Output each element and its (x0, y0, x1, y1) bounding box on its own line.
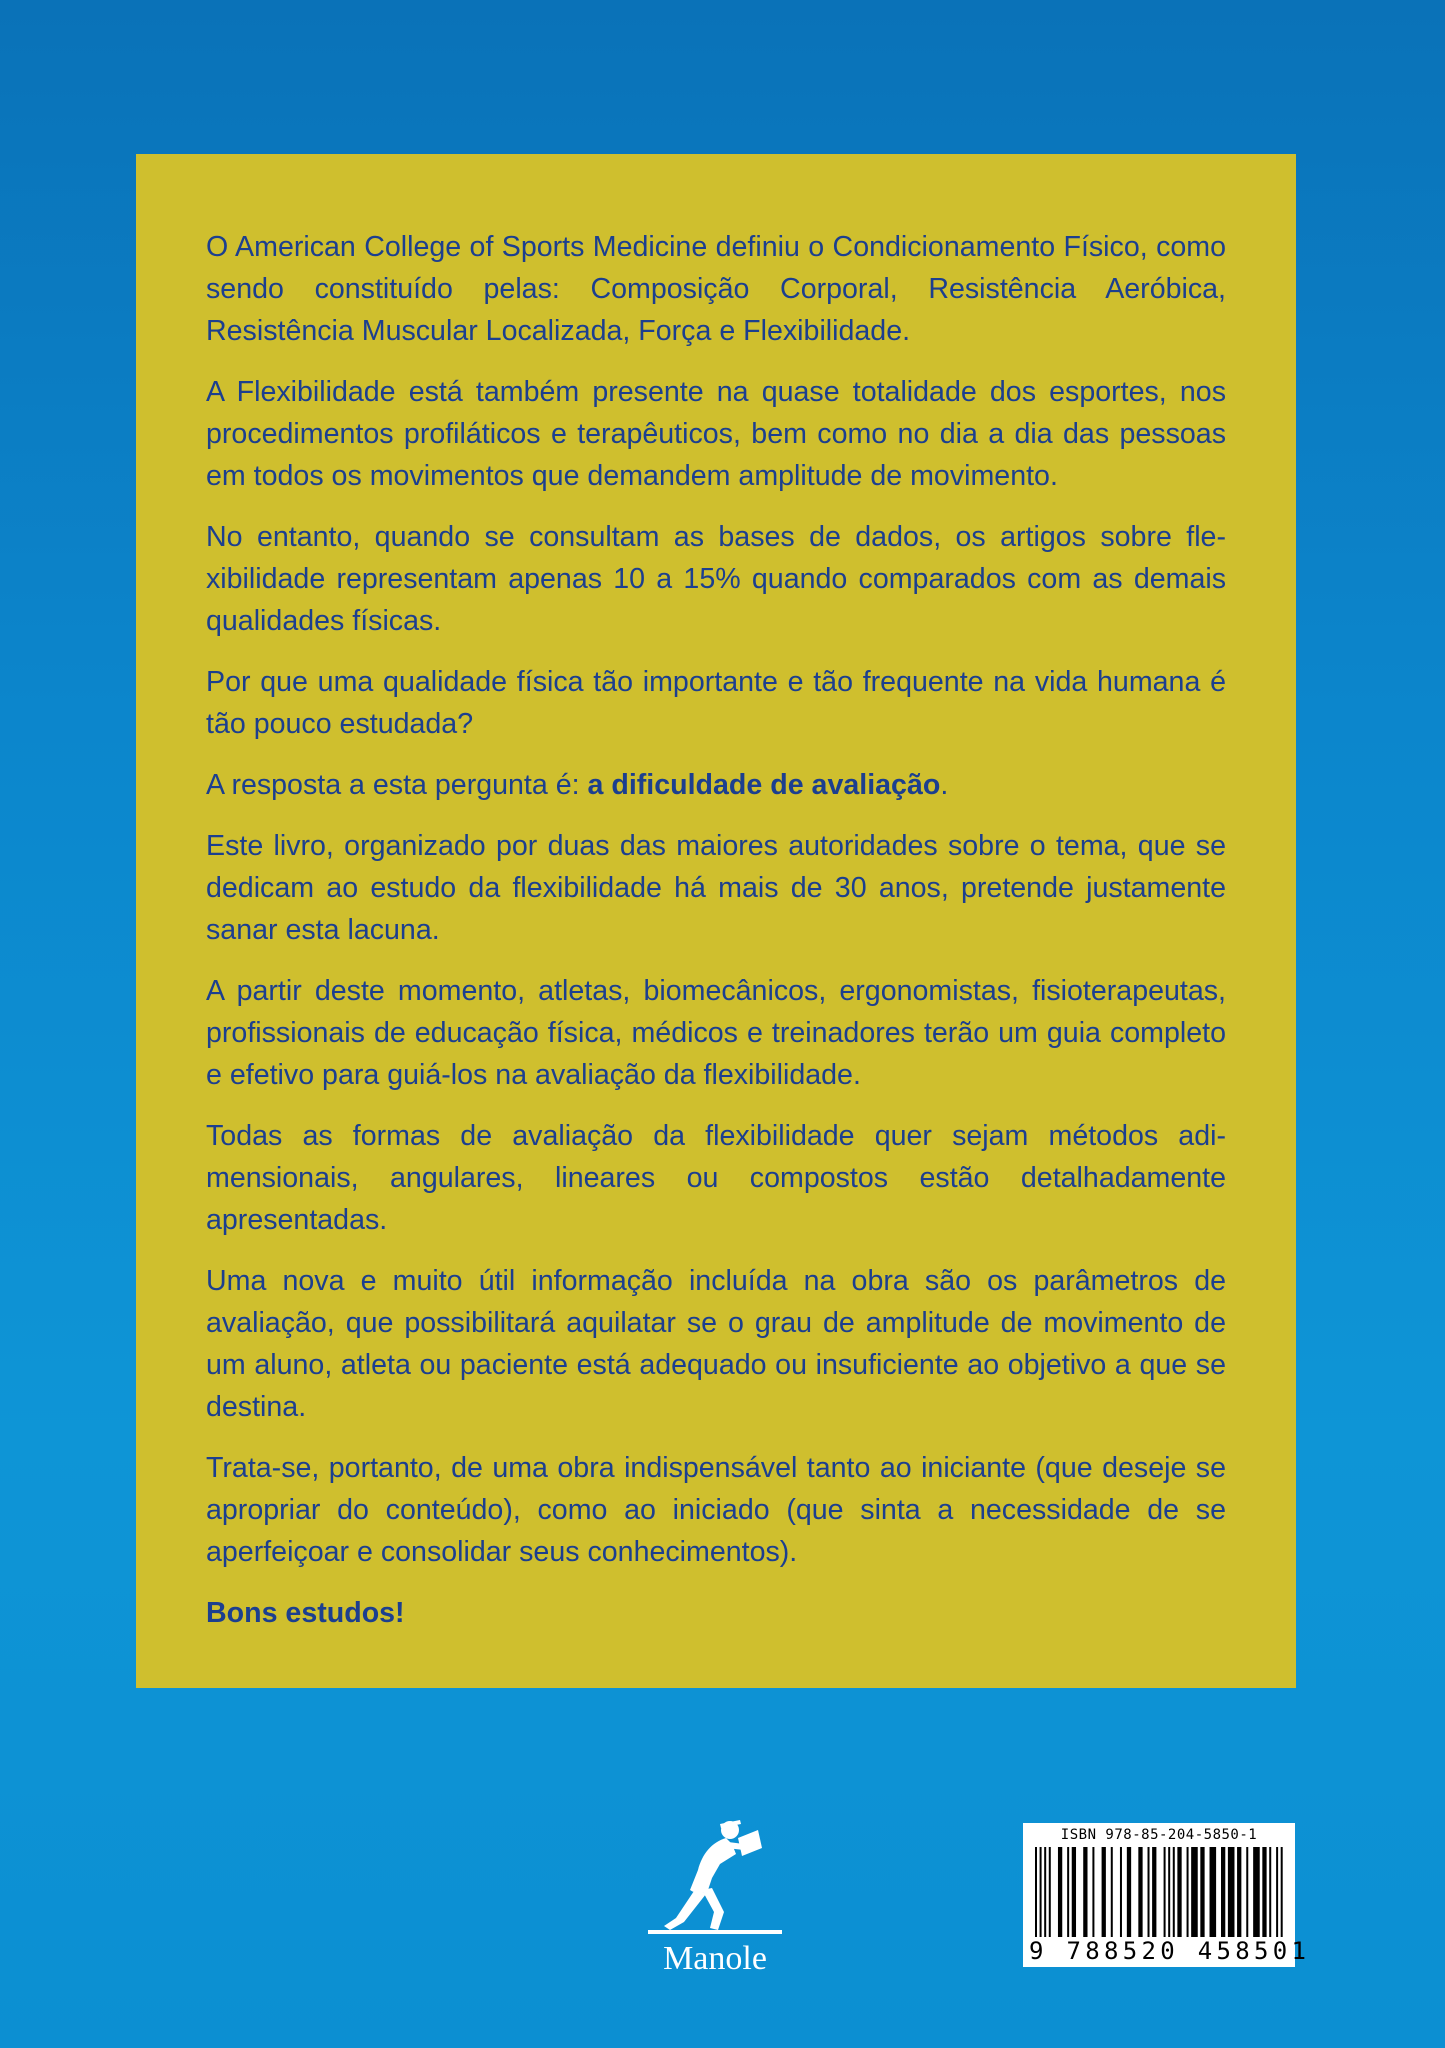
paragraph-question: Por que uma qualidade física tão importante e tão frequente na vida humana é tão pouco estudada? (206, 666, 1226, 740)
paragraph-audience: A partir deste momento, atletas, biomecânicos, ergonomistas, fisioterapeutas, profissionais de educação física, médicos e treinadores terão um guia completo e efetivo para guiá-los na avaliação da flexibilidade. (206, 975, 1226, 1091)
barcode-bar (1262, 1847, 1266, 1937)
barcode-bar (1120, 1847, 1122, 1937)
paragraph-indispensable: Trata-se, portanto, de uma obra indispensável tanto ao iniciante (que deseje se apropriar do conteúdo), como ao iniciado (que sinta a necessidade de se aperfeiçoar e consolidar seus conhecimentos). (206, 1452, 1226, 1568)
barcode-bar (1058, 1847, 1062, 1937)
barcode-bar (1049, 1847, 1051, 1937)
barcode-bar (1152, 1847, 1156, 1937)
barcode-bar (1221, 1847, 1225, 1937)
barcode-bar (1044, 1847, 1046, 1937)
barcode-bar (1127, 1847, 1131, 1937)
paragraph-flexibility-presence: A Flexibilidade está também presente na quase totalidade dos esportes, nos procedimentos profiláticos e terapêuticos, bem como no dia a dia das pessoas em todos os movimentos que demandem amplitude de movimento. (206, 376, 1226, 492)
isbn-label: ISBN 978-85-204-5850-1 (1060, 1827, 1258, 1843)
barcode-bar (1237, 1847, 1241, 1937)
barcode-bar (1173, 1847, 1175, 1937)
paragraph-book-authors: Este livro, organizado por duas das maiores autoridades sobre o tema, que se dedicam ao estudo da flexibilidade há mais de 30 anos, pretende justamente sanar esta lacuna. (206, 830, 1226, 946)
barcode-bar (1035, 1847, 1037, 1937)
answer-suffix: . (940, 769, 949, 801)
isbn-barcode (1023, 1823, 1311, 1967)
publisher-name: Manole (663, 1940, 767, 1977)
paragraph-methods: Todas as formas de avaliação da flexibilidade quer sejam métodos adimensionais, angulares, lineares ou compostos estão detalhadamente apresentadas. (206, 1120, 1226, 1236)
paragraph-acsm: O American College of Sports Medicine definiu o Condicionamento Físico, como sendo constituído pelas: Composição Corporal, Resistência Aeróbica, Resistência Muscular Localizada, Força e Flexibilidade. (206, 231, 1226, 347)
synopsis-panel (136, 154, 1296, 1688)
answer-emphasis: a dificuldade de avaliação (587, 769, 941, 801)
barcode-bar (1092, 1847, 1094, 1937)
barcode-bar (1164, 1847, 1166, 1937)
barcode-bar (1281, 1847, 1283, 1937)
paragraph-databases: No entanto, quando se consultam as bases de dados, os artigos sobre flexibilidade representam apenas 10 a 15% quando comparados com as demais qualidades físicas. (206, 521, 1226, 637)
closing-line: Bons estudos! (206, 1597, 405, 1629)
barcode-bar (1177, 1847, 1181, 1937)
barcode-bar (1067, 1847, 1069, 1937)
barcode-bar (1253, 1847, 1260, 1937)
barcode-bar (1102, 1847, 1106, 1937)
barcode-bar (1246, 1847, 1248, 1937)
paragraph-answer (206, 764, 1226, 806)
barcode-bar (1228, 1847, 1235, 1937)
barcode-bar (1148, 1847, 1150, 1937)
barcode-bar (1269, 1847, 1271, 1937)
reading-figure-icon (640, 1808, 790, 1938)
barcode-bar (1200, 1847, 1204, 1937)
barcode-bar (1168, 1847, 1170, 1937)
barcode-bar (1072, 1847, 1076, 1937)
ean-digits: 9 788520 458501 (1029, 1937, 1311, 1965)
barcode-bar (1083, 1847, 1087, 1937)
barcode-bar (1040, 1847, 1042, 1937)
barcode-bar (1210, 1847, 1217, 1937)
paragraph-parameters: Uma nova e muito útil informação incluída na obra são os parâmetros de avaliação, que possibilitará aquilatar se o grau de amplitude de movimento de um aluno, atleta ou paciente está adequado ou insuficiente ao objetivo a que se destina. (206, 1265, 1226, 1423)
barcode-bar (1111, 1847, 1113, 1937)
answer-prefix: A resposta a esta pergunta é: (206, 769, 588, 801)
publisher-logo (640, 1808, 790, 1978)
barcode-bar (1138, 1847, 1142, 1937)
barcode-bar (1191, 1847, 1198, 1937)
barcode-bar (1187, 1847, 1189, 1937)
barcode-bar (1276, 1847, 1278, 1937)
barcode-bars (1035, 1847, 1283, 1937)
